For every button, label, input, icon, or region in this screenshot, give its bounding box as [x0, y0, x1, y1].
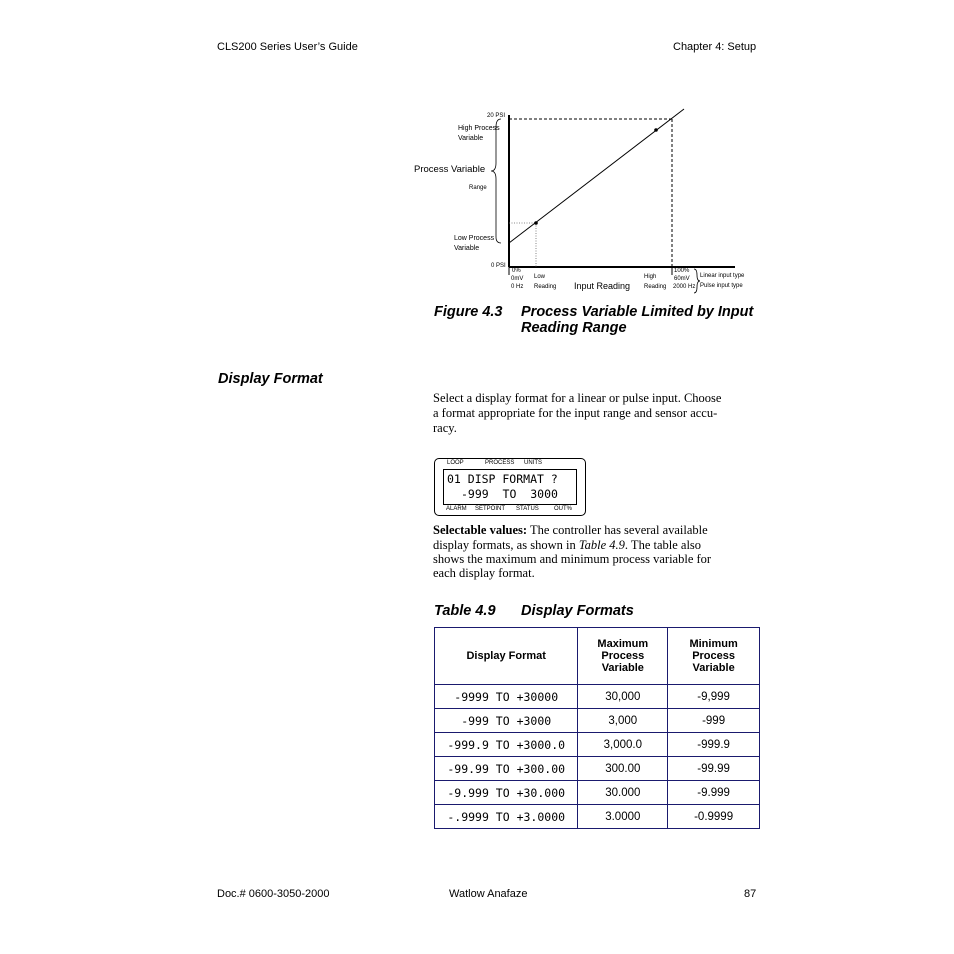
lcd-label-process: PROCESS — [485, 460, 515, 466]
intro-line-2: a format appropriate for the input range and sensor accu- — [433, 406, 718, 420]
header-min-pv: Minimum Process Variable — [668, 628, 760, 685]
footer-company: Watlow Anafaze — [449, 888, 528, 900]
max-cell: 3,000 — [578, 709, 668, 733]
intro-line-3: racy. — [433, 421, 457, 435]
max-cell: 30,000 — [578, 685, 668, 709]
format-cell: -9999 TO +30000 — [435, 685, 578, 709]
lcd-label-status: STATUS — [516, 506, 539, 512]
selectable-line-3: shows the maximum and minimum process variable for — [433, 552, 712, 566]
selectable-line-2 — [433, 538, 701, 553]
table-row — [435, 709, 760, 733]
table-caption-title: Display Formats — [521, 603, 634, 619]
label-high-pv-1: High Process — [458, 125, 500, 132]
figure-caption-line2: Reading Range — [521, 320, 627, 336]
selectable-line-1 — [433, 523, 708, 538]
label-pulse-input: Pulse input type — [700, 283, 743, 289]
min-cell: -999.9 — [668, 733, 760, 757]
label-process-variable: Process Variable — [414, 164, 486, 175]
min-cell: -999 — [668, 709, 760, 733]
min-cell: -99.99 — [668, 757, 760, 781]
format-cell: -9.999 TO +30.000 — [435, 781, 578, 805]
label-low-reading-2: Reading — [534, 284, 557, 290]
lcd-label-alarm: ALARM — [446, 506, 467, 512]
table-row — [435, 733, 760, 757]
header-display-format: Display Format — [435, 628, 578, 685]
label-low-pv-1: Low Process — [454, 235, 495, 242]
label-0hz: 0 Hz — [511, 284, 524, 290]
max-cell: 30.000 — [578, 781, 668, 805]
intro-line-1: Select a display format for a linear or pulse input. Choose — [433, 391, 722, 405]
header-doc-title: CLS200 Series User’s Guide — [217, 41, 358, 53]
footer-doc-number: Doc.# 0600-3050-2000 — [217, 888, 330, 900]
lcd-line-1: 01 DISP FORMAT ? — [447, 472, 558, 486]
selectable-line2-a: display formats, as shown in — [433, 538, 579, 552]
max-cell: 3,000.0 — [578, 733, 668, 757]
label-high-reading-1: High — [644, 274, 657, 280]
label-linear-input: Linear input type — [700, 273, 745, 279]
figure-caption-line1: Process Variable Limited by Input — [521, 304, 754, 320]
selectable-line1-rest: The controller has several available — [527, 523, 708, 537]
lcd-label-loop: LOOP — [447, 460, 464, 466]
high-point — [654, 128, 658, 132]
format-cell: -999 TO +3000 — [435, 709, 578, 733]
table-row — [435, 781, 760, 805]
table-caption-number: Table 4.9 — [434, 603, 496, 619]
label-input-reading: Input Reading — [574, 281, 631, 291]
table-row — [435, 805, 760, 829]
header-chapter: Chapter 4: Setup — [673, 41, 757, 53]
format-cell: -999.9 TO +3000.0 — [435, 733, 578, 757]
max-cell: 300.00 — [578, 757, 668, 781]
label-60mv: 60mV — [674, 276, 690, 282]
table-header-row — [435, 628, 760, 685]
format-cell: -.9999 TO +3.0000 — [435, 805, 578, 829]
range-brace — [491, 119, 501, 243]
figure-caption-number: Figure 4.3 — [434, 304, 503, 320]
label-0mv: 0mV — [511, 276, 524, 282]
label-20psi: 20 PSI — [487, 113, 506, 119]
section-heading: Display Format — [218, 371, 323, 387]
selectable-line2-b: . The table also — [624, 538, 702, 552]
display-formats-table — [434, 627, 760, 829]
label-0pct: 0% — [512, 268, 521, 274]
low-point — [534, 221, 538, 225]
table-reference: Table 4.9 — [578, 538, 625, 552]
table-row — [435, 685, 760, 709]
max-cell: 3.0000 — [578, 805, 668, 829]
lcd-line-2: -999 TO 3000 — [461, 487, 558, 501]
format-cell: -99.99 TO +300.00 — [435, 757, 578, 781]
label-high-reading-2: Reading — [644, 284, 667, 290]
header-max-pv: Maximum Process Variable — [578, 628, 668, 685]
min-cell: -0.9999 — [668, 805, 760, 829]
page-number: 87 — [744, 888, 757, 900]
label-2000hz: 2000 Hz — [673, 284, 696, 290]
lcd-label-out: OUT% — [554, 506, 572, 512]
min-cell: -9,999 — [668, 685, 760, 709]
selectable-line-4: each display format. — [433, 566, 535, 580]
lcd-label-units: UNITS — [524, 460, 542, 466]
label-0psi: 0 PSI — [491, 263, 506, 269]
label-low-pv-2: Variable — [454, 245, 480, 252]
table-row — [435, 757, 760, 781]
selectable-bold: Selectable values: — [433, 523, 528, 537]
label-range: Range — [469, 185, 487, 191]
label-100pct: 100% — [674, 268, 690, 274]
label-low-reading-1: Low — [534, 274, 546, 280]
label-high-pv-2: Variable — [458, 135, 484, 142]
min-cell: -9.999 — [668, 781, 760, 805]
lcd-label-setpoint: SETPOINT — [475, 506, 506, 512]
